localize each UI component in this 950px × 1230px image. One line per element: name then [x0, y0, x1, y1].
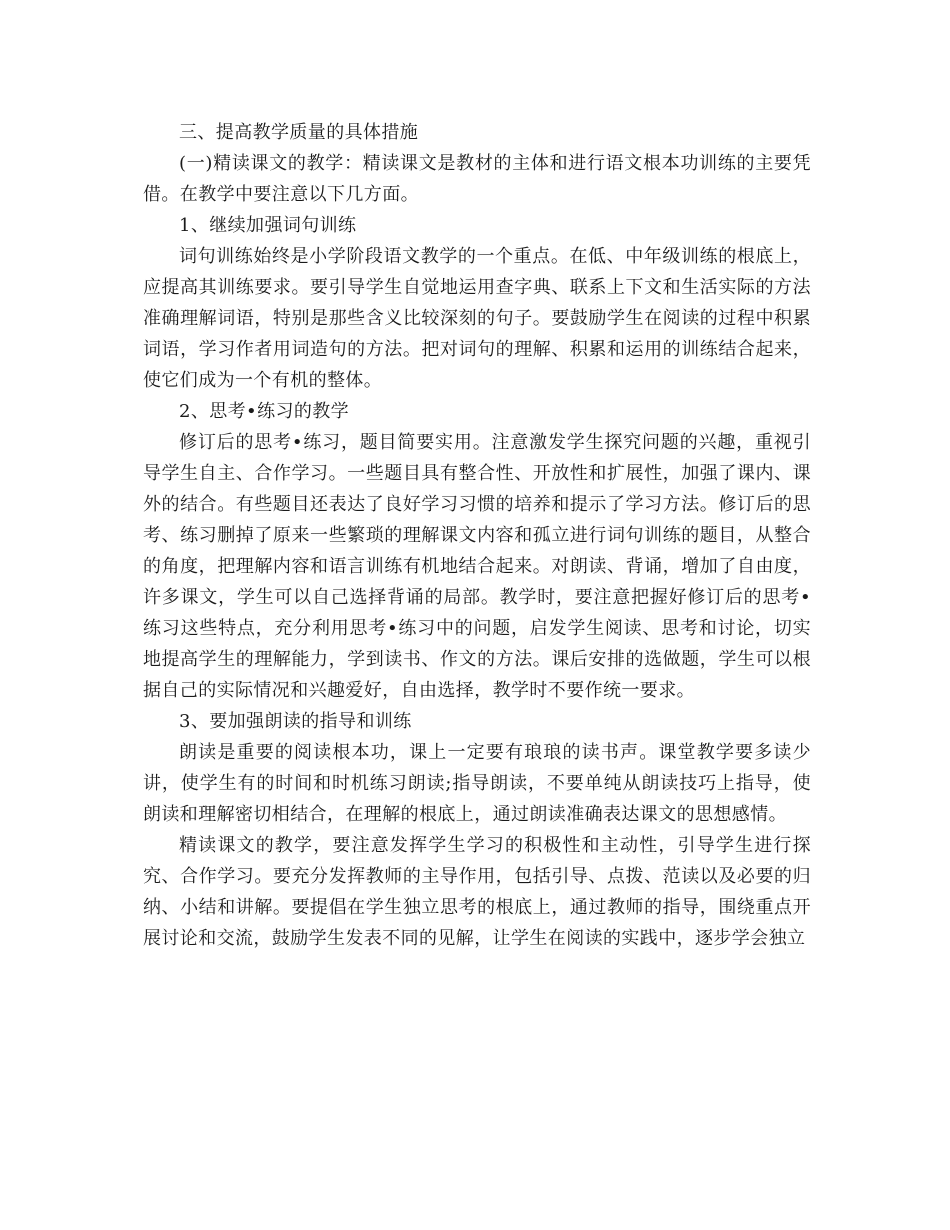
paragraph-intensive-reading-intro: (一)精读课文的教学：精读课文是教材的主体和进行语文根本功训练的主要凭借。在教学中要注意以下几方面。	[143, 153, 811, 205]
subheading-reading-aloud: 3、要加强朗读的指导和训练	[179, 711, 412, 732]
document-body	[143, 117, 811, 954]
subheading-word-sentence-training: 1、继续加强词句训练	[179, 215, 357, 236]
subheading-thinking-exercises: 2、思考•练习的教学	[179, 401, 350, 422]
paragraph-intensive-reading-teaching: 精读课文的教学，要注意发挥学生学习的积极性和主动性，引导学生进行探究、合作学习。要充分发挥教师的主导作用，包括引导、点拨、范读以及必要的归纳、小结和讲解。要提倡在学生独立思考的根底上，通过教师的指导，围绕重点开展讨论和交流，鼓励学生发表不同的见解，让学生在阅读的实践中，逐步学会独立	[143, 835, 811, 949]
paragraph-reading-aloud: 朗读是重要的阅读根本功，课上一定要有琅琅的读书声。课堂教学要多读少讲，使学生有的时间和时机练习朗读;指导朗读，不要单纯从朗读技巧上指导，使朗读和理解密切相结合，在理解的根底上，通过朗读准确表达课文的思想感情。	[143, 742, 811, 825]
paragraph-thinking-exercises: 修订后的思考•练习，题目简要实用。注意激发学生探究问题的兴趣，重视引导学生自主、合作学习。一些题目具有整合性、开放性和扩展性，加强了课内、课外的结合。有些题目还表达了良好学习习惯的培养和提示了学习方法。修订后的思考、练习删掉了原来一些繁琐的理解课文内容和孤立进行词句训练的题目，从整合的角度，把理解内容和语言训练有机地结合起来。对朗读、背诵，增加了自由度，许多课文，学生可以自己选择背诵的局部。教学时，要注意把握好修订后的思考•练习这些特点，充分利用思考•练习中的问题，启发学生阅读、思考和讨论，切实地提高学生的理解能力，学到读书、作文的方法。课后安排的选做题，学生可以根据自己的实际情况和兴趣爱好，自由选择，教学时不要作统一要求。	[143, 432, 811, 701]
paragraph-word-sentence-training: 词句训练始终是小学阶段语文教学的一个重点。在低、中年级训练的根底上，应提高其训练要求。要引导学生自觉地运用查字典、联系上下文和生活实际的方法准确理解词语，特别是那些含义比较深刻的句子。要鼓励学生在阅读的过程中积累词语，学习作者用词造句的方法。把对词句的理解、积累和运用的训练结合起来，使它们成为一个有机的整体。	[143, 246, 811, 391]
section-heading: 三、提高教学质量的具体措施	[179, 122, 419, 143]
